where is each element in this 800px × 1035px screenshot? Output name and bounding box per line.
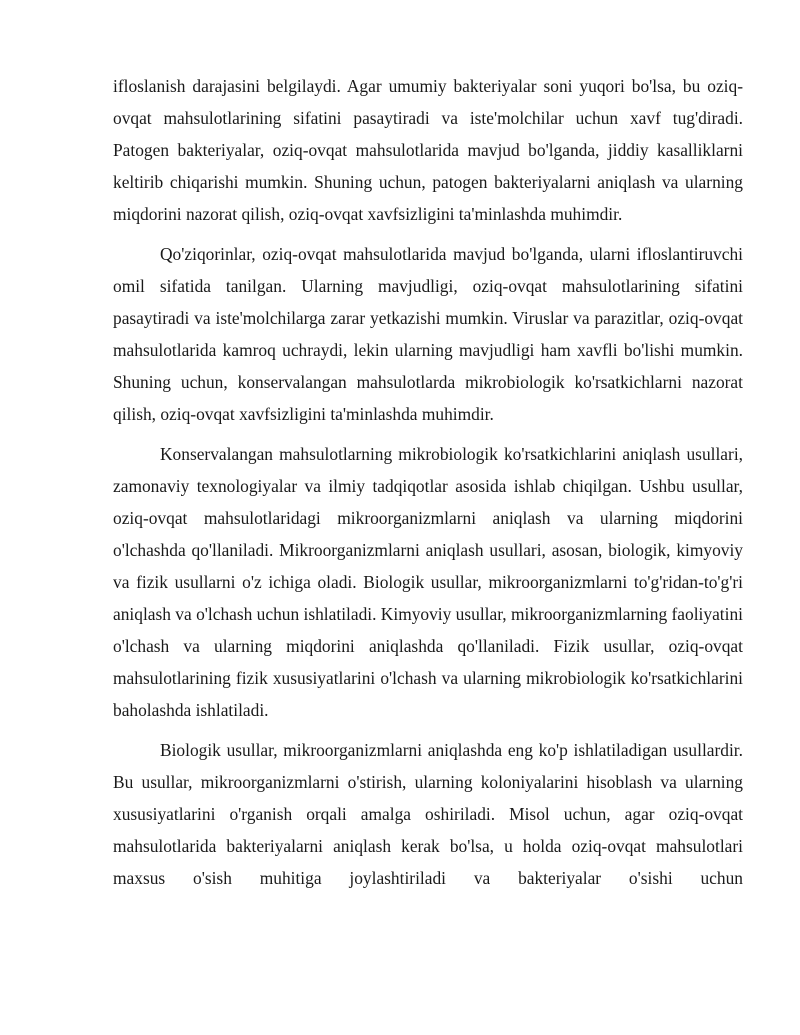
paragraph-2: Qo'ziqorinlar, oziq-ovqat mahsulotlarida mavjud bo'lganda, ularni ifloslantiruvchi omil sifatida tanilgan. Ularning mavjudligi, oziq-ovqat mahsulotlarining sifatini pasaytiradi va iste'molchilarga zarar yetkazishi mumkin. Viruslar va parazitlar, oziq-ovqat mahsulotlarida kamroq uchraydi, lekin ularning mavjudligi ham xavfli bo'lishi mumkin. Shuning uchun, konservalangan mahsulotlarda mikrobiologik ko'rsatkichlarni nazorat qilish, oziq-ovqat xavfsizligini ta'minlashda muhimdir. xyxy=(113,244,743,424)
paragraph-4: Biologik usullar, mikroorganizmlarni aniqlashda eng ko'p ishlatiladigan usullardir. Bu usullar, mikroorganizmlarni o'stirish, ularning koloniyalarini hisoblash va ularning xususiyatlarini o'rganish orqali amalga oshiriladi. Misol uchun, agar oziq-ovqat mahsulotlarida bakteriyalarni aniqlash kerak bo'lsa, u holda oziq-ovqat mahsulotlari maxsus o'sish muhitiga joylashtiriladi va bakteriyalar o'sishi uchun xyxy=(113,740,743,888)
document-page xyxy=(113,70,743,894)
paragraph-3: Konservalangan mahsulotlarning mikrobiologik ko'rsatkichlarini aniqlash usullari, zamonaviy texnologiyalar va ilmiy tadqiqotlar asosida ishlab chiqilgan. Ushbu usullar, oziq-ovqat mahsulotlaridagi mikroorganizmlarni aniqlash va ularning miqdorini o'lchashda qo'llaniladi. Mikroorganizmlarni aniqlash usullari, asosan, biologik, kimyoviy va fizik usullarni o'z ichiga oladi. Biologik usullar, mikroorganizmlarni to'g'ridan-to'g'ri aniqlash va o'lchash uchun ishlatiladi. Kimyoviy usullar, mikroorganizmlarning faoliyatini o'lchash va ularning miqdorini aniqlashda qo'llaniladi. Fizik usullar, oziq-ovqat mahsulotlarining fizik xususiyatlarini o'lchash va ularning mikrobiologik ko'rsatkichlarini baholashda ishlatiladi. xyxy=(113,444,743,720)
paragraph-1: ifloslanish darajasini belgilaydi. Agar umumiy bakteriyalar soni yuqori bo'lsa, bu oziq-ovqat mahsulotlarining sifatini pasaytiradi va iste'molchilar uchun xavf tug'diradi. Patogen bakteriyalar, oziq-ovqat mahsulotlarida mavjud bo'lganda, jiddiy kasalliklarni keltirib chiqarishi mumkin. Shuning uchun, patogen bakteriyalarni aniqlash va ularning miqdorini nazorat qilish, oziq-ovqat xavfsizligini ta'minlashda muhimdir. xyxy=(113,76,743,224)
